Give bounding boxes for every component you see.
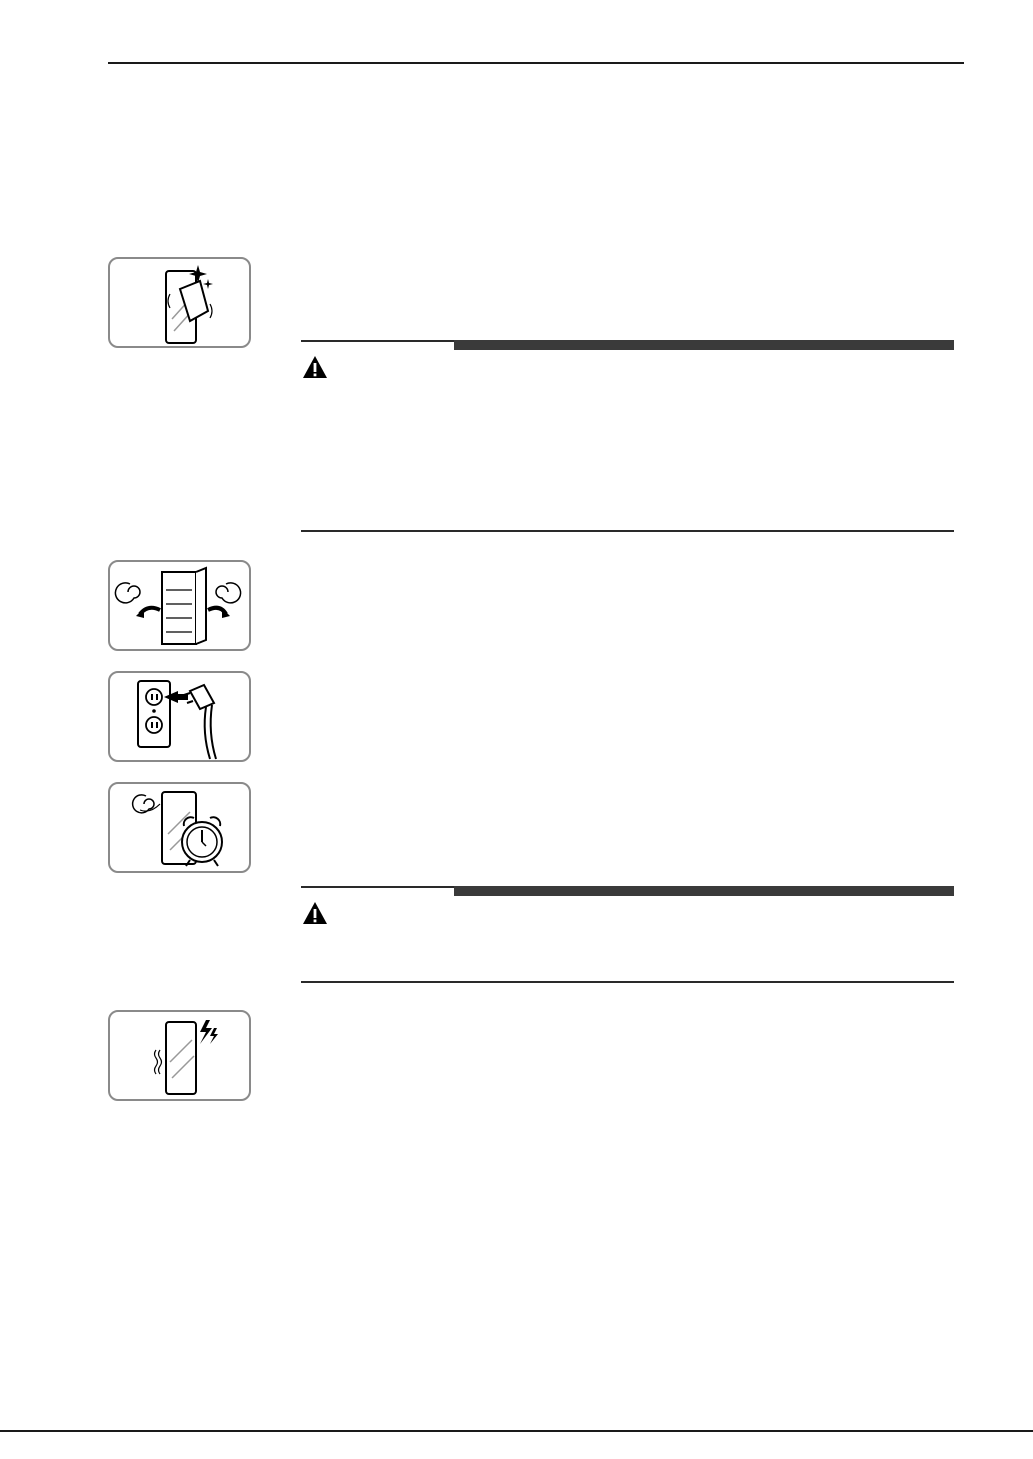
open-door-air-icon xyxy=(108,560,251,651)
caution-block-2 xyxy=(301,886,954,986)
caution-close-rule xyxy=(301,530,954,532)
caution-block-1 xyxy=(301,340,954,534)
caution-bar xyxy=(454,340,954,350)
cleaning-wipe-icon xyxy=(108,257,251,348)
footer-rule xyxy=(0,1430,1033,1432)
caution-bar xyxy=(454,886,954,896)
caution-close-rule xyxy=(301,981,954,983)
header-rule xyxy=(108,62,964,64)
wait-time-clock-icon xyxy=(108,782,251,873)
warning-triangle-icon xyxy=(301,900,329,926)
warning-triangle-icon xyxy=(301,354,329,380)
plug-in-outlet-icon xyxy=(108,671,251,762)
noise-vibration-icon xyxy=(108,1010,251,1101)
